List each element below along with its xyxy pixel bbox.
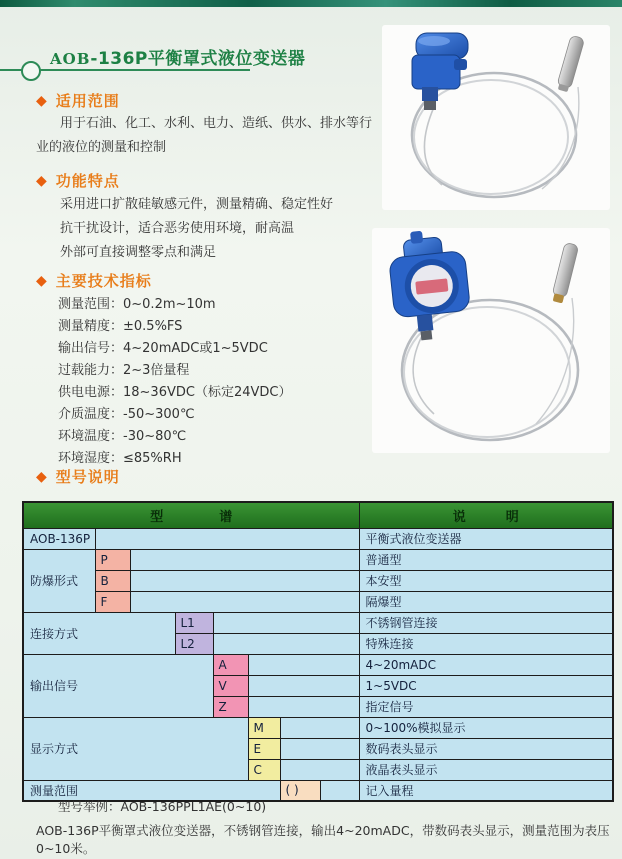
empty-cell [248, 654, 359, 675]
option-code: F [95, 591, 130, 612]
empty-cell [280, 717, 359, 738]
diamond-bullet-icon: ◆ [36, 468, 47, 485]
option-code: L2 [175, 633, 213, 654]
spec-item: 环境温度：-30~80℃ [58, 429, 187, 444]
table-row [23, 612, 613, 633]
option-desc: 液晶表头显示 [359, 759, 613, 780]
spec-item: 过载能力：2~3倍量程 [58, 363, 190, 378]
product-photo-1 [382, 25, 610, 210]
spec-item: 测量精度：±0.5%FS [58, 319, 183, 334]
empty-cell [130, 591, 359, 612]
empty-cell [213, 633, 359, 654]
base-model-desc: 平衡式液位变送器 [359, 528, 613, 549]
option-code: P [95, 549, 130, 570]
title-circle-ornament [21, 61, 41, 81]
section-heading-features [36, 170, 120, 191]
section-heading-text: 型号说明 [55, 468, 120, 486]
spec-item: 供电电源：18~36VDC（标定24VDC） [58, 385, 292, 400]
transmitter-illustration-1 [382, 25, 610, 210]
feature-line-2: 抗干扰设计，适合恶劣使用环境，耐高温 [60, 221, 295, 236]
page-title [50, 44, 305, 69]
sensor-probe-icon [556, 35, 585, 93]
features-paragraph [60, 193, 390, 265]
feature-line-3: 外部可直接调整零点和满足 [60, 245, 217, 260]
top-green-band [0, 0, 622, 7]
product-code: AOB [50, 50, 91, 68]
diamond-bullet-icon: ◆ [36, 172, 47, 189]
spec-item: 输出信号：4~20mADC或1~5VDC [58, 341, 268, 356]
group-label: 连接方式 [23, 612, 175, 654]
scope-paragraph [36, 112, 376, 160]
option-code: ( ) [280, 780, 320, 801]
table-row [23, 717, 613, 738]
spec-item: 测量范围：0~0.2m~10m [58, 297, 216, 312]
option-code: B [95, 570, 130, 591]
option-desc: 0~100%模拟显示 [359, 717, 613, 738]
table-row [23, 654, 613, 675]
spec-item: 环境湿度：≤85%RH [58, 451, 182, 466]
group-label: 测量范围 [23, 780, 280, 801]
specs-list [58, 294, 388, 470]
model-selection-table [22, 501, 614, 802]
table-header-row [23, 502, 613, 528]
empty-cell [213, 612, 359, 633]
option-code: C [248, 759, 280, 780]
option-desc: 记入量程 [359, 780, 613, 801]
option-desc: 4~20mADC [359, 654, 613, 675]
transmitter-display-head-icon [386, 228, 473, 343]
section-heading-scope [36, 90, 120, 111]
option-desc: 1~5VDC [359, 675, 613, 696]
table-row [23, 549, 613, 570]
table-header-model: 型谱 [23, 502, 359, 528]
empty-cell [130, 570, 359, 591]
section-heading-text: 功能特点 [55, 172, 120, 190]
table-header-desc: 说明 [359, 502, 613, 528]
transmitter-head-icon [412, 33, 468, 110]
option-code: M [248, 717, 280, 738]
option-desc: 本安型 [359, 570, 613, 591]
transmitter-illustration-2 [372, 228, 610, 453]
group-label: 输出信号 [23, 654, 213, 717]
product-photo-2 [372, 228, 610, 453]
table-row [23, 570, 613, 591]
empty-cell [280, 759, 359, 780]
scope-line-2: 业的液位的测量和控制 [36, 140, 167, 155]
empty-cell [320, 780, 359, 801]
empty-cell [248, 696, 359, 717]
section-heading-specs [36, 270, 152, 291]
empty-cell [280, 738, 359, 759]
group-label: 显示方式 [23, 717, 248, 780]
base-model-code: AOB-136P [23, 528, 95, 549]
sensor-probe-icon [551, 242, 579, 304]
feature-line-1: 采用进口扩散硅敏感元件，测量精确、稳定性好 [60, 197, 334, 212]
product-name: -136P平衡罩式液位变送器 [90, 49, 306, 69]
option-code: L1 [175, 612, 213, 633]
empty-cell [95, 528, 359, 549]
option-code: E [248, 738, 280, 759]
option-desc: 不锈钢管连接 [359, 612, 613, 633]
table-row [23, 528, 613, 549]
option-desc: 数码表头显示 [359, 738, 613, 759]
option-desc: 指定信号 [359, 696, 613, 717]
section-heading-text: 主要技术指标 [55, 272, 152, 290]
table-row [23, 591, 613, 612]
empty-cell [248, 675, 359, 696]
diamond-bullet-icon: ◆ [36, 272, 47, 289]
empty-cell [130, 549, 359, 570]
option-code: Z [213, 696, 248, 717]
spec-item: 介质温度：-50~300℃ [58, 407, 195, 422]
option-desc: 特殊连接 [359, 633, 613, 654]
scope-line-1: 用于石油、化工、水利、电力、造纸、供水、排水等行 [60, 116, 373, 131]
group-label: 防爆形式 [23, 549, 95, 612]
section-heading-text: 适用范围 [55, 92, 120, 110]
diamond-bullet-icon: ◆ [36, 92, 47, 109]
section-heading-model [36, 466, 120, 487]
model-example-line: 型号举例：AOB-136PPL1AE(0~10) [58, 799, 267, 814]
option-desc: 隔爆型 [359, 591, 613, 612]
option-code: A [213, 654, 248, 675]
option-code: V [213, 675, 248, 696]
model-example-description: AOB-136P平衡罩式液位变送器，不锈钢管连接，输出4~20mADC，带数码表头显示，测量范围为表压0~10米。 [36, 823, 610, 856]
option-desc: 普通型 [359, 549, 613, 570]
